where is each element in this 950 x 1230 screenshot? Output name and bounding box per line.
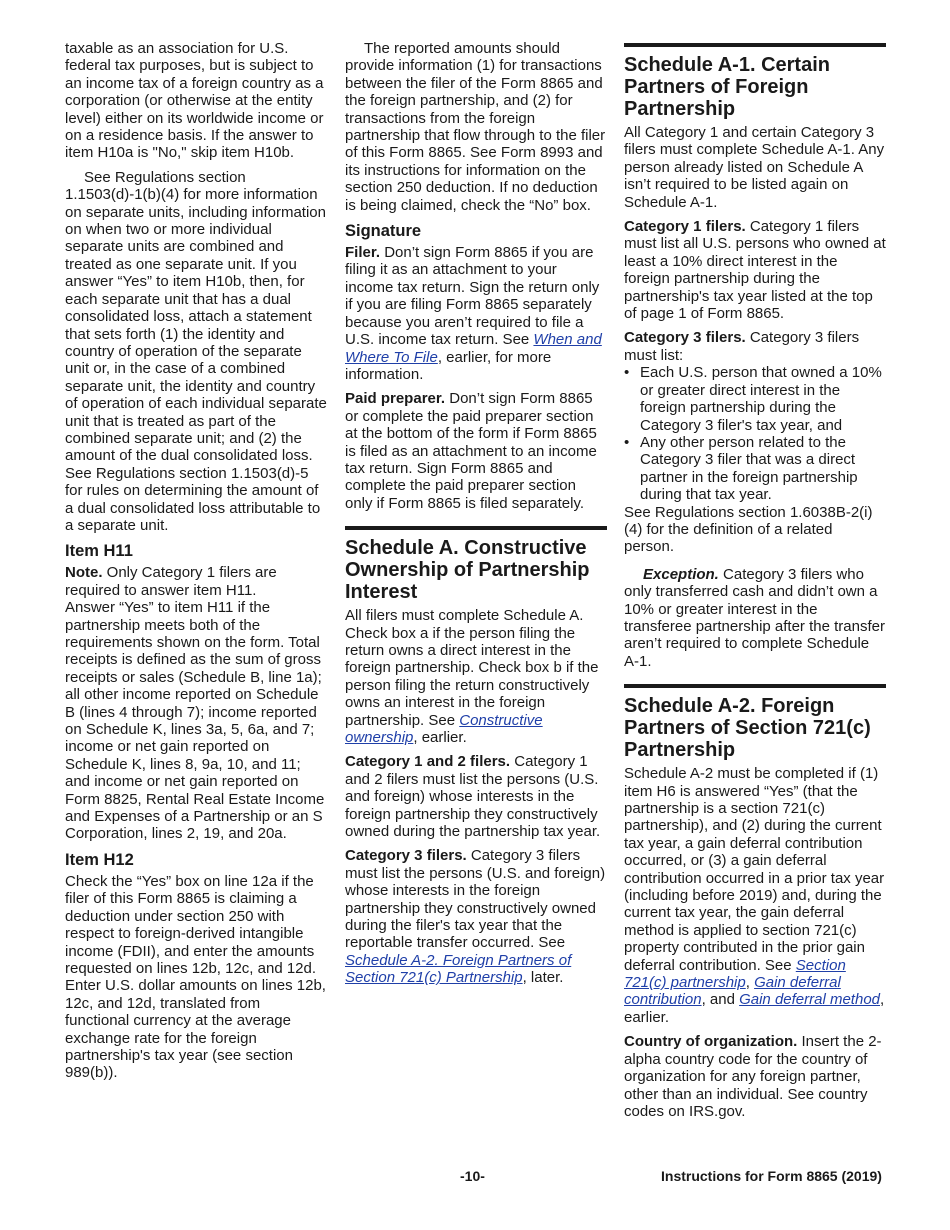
paid-preparer-paragraph: Paid preparer. Don’t sign Form 8865 or complete the paid preparer section at the bottom of the form if Form 8865 is filed as an attachment to an income tax return. Sign Form 8865 and complete the paid preparer section only if Form 8865 is filed separately. bbox=[345, 390, 597, 512]
category-3-label: Category 3 filers. bbox=[624, 329, 746, 347]
exception-paragraph: Exception. Category 3 filers who only transferred cash and didn’t own a 10% or greater interest in the transferee partnership after the transfer aren’t required to complete Schedule A-1. bbox=[624, 565, 885, 670]
category-1-paragraph: Category 1 filers. Category 1 filers must list all U.S. persons who owned at least a 10% direct interest in the foreign partnership during the partnership's tax year listed at the top of page 1 of Form 8865. bbox=[624, 218, 886, 323]
item-h11-heading: Item H11 bbox=[65, 542, 133, 561]
when-where-to-file-link[interactable]: When and Where To File bbox=[345, 331, 602, 366]
related-person-text: See Regulations section 1.6038B-2(i)(4) for the definition of a related person. bbox=[624, 503, 873, 556]
column-right bbox=[624, 40, 886, 1127]
section-721c-partnership-link[interactable]: Section 721(c) partnership bbox=[624, 956, 846, 992]
section-divider bbox=[624, 684, 886, 688]
signature-heading: Signature bbox=[345, 222, 422, 241]
item-h12-body: Check the “Yes” box on line 12a if the filer of this Form 8865 is claiming a deduction under section 250 with respect to foreign-derived intangible income (FDII), and enter the amounts requested on lines 12b, 12c, and 12d. Enter U.S. dollar amounts on lines 12b, 12c, and 12d, translated from functional currency at the average exchange rate for the foreign partnership's tax year (see section 989(b)). bbox=[65, 872, 326, 1082]
paid-preparer-label: Paid preparer. bbox=[345, 390, 446, 408]
form-name-footer: Instructions for Form 8865 (2019) bbox=[661, 1168, 882, 1184]
exception-label: Exception. bbox=[643, 565, 719, 583]
category-1-2-label: Category 1 and 2 filers. bbox=[345, 753, 511, 771]
filer-paragraph: Filer. Don’t sign Form 8865 if you are filing it as an attachment to your income tax return. Sign the return only if you are filing Form 8865 separately because you aren’t required to file a U.S. income tax return. See When and Where To File, earlier, for more information. bbox=[345, 244, 602, 383]
schedule-a-heading: Schedule A. Constructive Ownership of Partnership Interest bbox=[345, 537, 590, 604]
item-h12-heading: Item H12 bbox=[65, 850, 134, 869]
gain-deferral-contribution-link[interactable]: Gain deferral contribution bbox=[624, 974, 841, 1009]
category-1-label: Category 1 filers. bbox=[624, 218, 746, 236]
separate-unit-text: See Regulations section 1.1503(d)-1(b)(4) for more information on separate units, including information on when two or more individual separate units are combined and treated as one separate unit. If you answer “Yes” to item H10b, then, for each separate unit that has a dual consolidated loss, attach a statement that sets forth (1) the identity and country of operation of the separate unit or, in the case of a combined separate unit, the identity and country of operation of each individual separate unit that is treated as part of the combined separate unit; and (2) the amount of the dual consolidated loss. See Regulations section 1.1503(d)-5 for rules on determining the amount of a dual consolidated loss attributable to a separate unit. bbox=[65, 168, 327, 534]
section-divider bbox=[345, 526, 607, 530]
column-middle bbox=[345, 40, 607, 994]
category-3-paragraph: Category 3 filers. Category 3 filers must list the persons (U.S. and foreign) whose interests in the foreign partnership they constructively owned during the filer's tax year that the reportable transfer occurred. See Schedule A-2. Foreign Partners of Section 721(c) Partnership, later. bbox=[345, 847, 606, 987]
column-left bbox=[65, 40, 328, 1089]
schedule-a1-heading: Schedule A-1. Certain Partners of Foreign Partnership bbox=[624, 54, 830, 120]
country-of-organization-label: Country of organization. bbox=[624, 1033, 798, 1051]
category-1-2-paragraph: Category 1 and 2 filers. Category 1 and 2 filers must list the persons (U.S. and foreign) whose interests in the foreign partnership they constructively owned during the partnership tax year. bbox=[345, 753, 601, 841]
h10-continuation-text: taxable as an association for U.S. federal tax purposes, but is subject to an income tax of a foreign country as a corporation (or otherwise at the entity level) either on its worldwide income or on a residence basis. If the answer to item H10a is "No," skip item H10b. bbox=[65, 40, 324, 162]
category-3-label: Category 3 filers. bbox=[345, 847, 467, 865]
filer-label: Filer. bbox=[345, 244, 381, 262]
bullet-icon: • bbox=[624, 433, 630, 451]
note-label: Note. bbox=[65, 564, 103, 582]
schedule-a-text: All filers must complete Schedule A. Check box a if the person filing the return owns a direct interest in the foreign partnership. Check box b if the person filing the return constructively owns an interest in the foreign partnership. See Constructive ownership, earlier. bbox=[345, 607, 599, 746]
item-h11-body: Answer “Yes” to item H11 if the partnership meets both of the requirements shown on the form. Total receipts is defined as the sum of gross receipts or sales (Schedule B, line 1a); all other income reported on Schedule B (lines 4 through 7); income reported on Schedule K, lines 3a, 5, 6a, and 7; income or net gain reported on Schedule K, lines 8, 9a, 10, and 11; and income or net gain reported on Form 8825, Rental Real Estate Income and Expenses of a Partnership or an S Corporation, lines 2, 19, and 20a. bbox=[65, 599, 325, 843]
list-item: • Each U.S. person that owned a 10% or greater direct interest in the foreign partnership during the Category 3 filer's tax year, and bbox=[624, 364, 882, 434]
gain-deferral-method-link[interactable]: Gain deferral method bbox=[739, 991, 881, 1009]
section-divider bbox=[624, 43, 886, 47]
page-number: -10- bbox=[460, 1168, 485, 1184]
reported-amounts-text: The reported amounts should provide information (1) for transactions between the filer of the Form 8865 and the foreign partnership, and (2) for transactions from the foreign partnership that flow through to the filer of this Form 8865. See Form 8993 and its instructions for information on the section 250 deduction. If no deduction is being claimed, check the “No” box. bbox=[345, 40, 606, 214]
category-3-paragraph: Category 3 filers. Category 3 filers must list: bbox=[624, 329, 860, 364]
country-of-organization-paragraph: Country of organization. Insert the 2-alpha country code for the country of organization for any foreign partner, other than an individual. See country codes on IRS.gov. bbox=[624, 1033, 882, 1120]
constructive-ownership-link[interactable]: Constructive ownership bbox=[345, 711, 543, 746]
schedule-a1-text: All Category 1 and certain Category 3 filers must complete Schedule A-1. Any person already listed on Schedule A isn’t required to be listed again on Schedule A-1. bbox=[624, 124, 885, 211]
list-item: • Any other person related to the Category 3 filer that was a direct partner in the foreign partnership during that tax year. bbox=[624, 433, 858, 504]
item-h11-note: Note. Only Category 1 filers are required to answer item H11. bbox=[65, 564, 277, 599]
schedule-a2-link[interactable]: Schedule A-2. Foreign Partners of Section 721(c) Partnership bbox=[345, 951, 572, 987]
schedule-a2-text: Schedule A-2 must be completed if (1) item H6 is answered “Yes” (that the partnership is a section 721(c) partnership), and (2) during the current tax year, a gain deferral contribution occurred, or (3) a gain deferral contribution occurred in a prior tax year (including before 2019) and, during the current tax year, the gain deferral method is applied to section 721(c) property contributed in the prior gain deferral contribution. See Section 721(c) partnership, Gain deferral contribution, and Gain deferral method, earlier. bbox=[624, 765, 885, 1026]
schedule-a2-heading: Schedule A-2. Foreign Partners of Section 721(c) Partnership bbox=[624, 695, 871, 762]
bullet-icon: • bbox=[624, 364, 630, 382]
